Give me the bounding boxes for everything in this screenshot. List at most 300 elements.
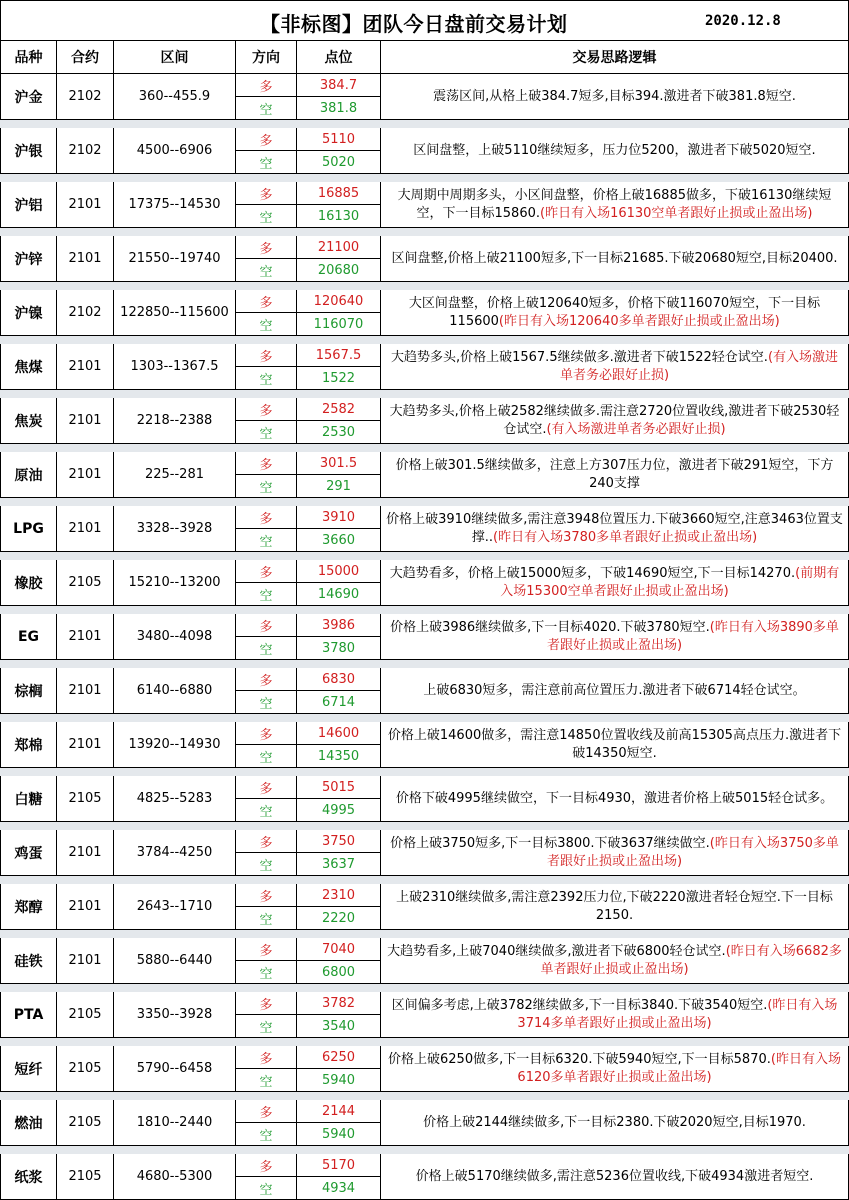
long-level: 3750 xyxy=(297,830,380,853)
direction-long: 多 xyxy=(236,290,296,313)
logic-note: (昨日有入场3714多单者跟好止损或止盈出场) xyxy=(517,997,838,1031)
short-level: 14690 xyxy=(317,587,360,602)
level-cell xyxy=(296,452,380,498)
direction-long: 多 xyxy=(236,830,296,853)
contract-cell: 2105 xyxy=(56,992,113,1038)
direction-cell xyxy=(235,1100,296,1146)
direction-cell xyxy=(235,614,296,660)
direction-cell xyxy=(235,668,296,714)
plan-date: 2020.12.8 xyxy=(705,13,781,29)
logic-cell xyxy=(380,1100,849,1146)
variety-cell: PTA xyxy=(0,992,56,1038)
logic-text: 大趋势多头,价格上破1567.5继续做多.激进者下破1522轻仓试空. xyxy=(390,349,768,365)
range-cell: 13920--14930 xyxy=(113,722,235,768)
contract-cell: 2101 xyxy=(56,236,113,282)
logic-text-wrap xyxy=(385,457,844,493)
level-cell xyxy=(296,290,380,336)
row-separator xyxy=(0,444,849,452)
long-level: 1567.5 xyxy=(297,344,380,367)
direction-long: 多 xyxy=(236,1046,296,1069)
logic-text: 大趋势看多,上破7040继续做多,激进者下破6800轻仓试空. xyxy=(387,943,726,959)
direction-short: 空 xyxy=(259,913,273,928)
contract-cell: 2101 xyxy=(56,614,113,660)
direction-cell xyxy=(235,506,296,552)
direction-cell xyxy=(235,776,296,822)
level-cell xyxy=(296,506,380,552)
direction-short: 空 xyxy=(259,751,273,766)
contract-cell: 2102 xyxy=(56,128,113,174)
direction-short: 空 xyxy=(259,1183,273,1198)
short-level: 3660 xyxy=(321,533,356,548)
logic-cell xyxy=(380,560,849,606)
row-separator xyxy=(0,336,849,344)
variety-cell: LPG xyxy=(0,506,56,552)
direction-short: 空 xyxy=(259,373,273,388)
range-cell: 15210--13200 xyxy=(113,560,235,606)
direction-short: 空 xyxy=(259,589,273,604)
variety-cell: 纸浆 xyxy=(0,1154,56,1200)
logic-cell xyxy=(380,398,849,444)
direction-short: 空 xyxy=(259,1021,273,1036)
col-header-contract: 合约 xyxy=(56,41,113,74)
logic-text: 震荡区间,从格上破384.7短多,目标394.激进者下破381.8短空. xyxy=(433,88,796,104)
contract-cell: 2105 xyxy=(56,1100,113,1146)
row-separator xyxy=(0,768,849,776)
direction-short: 空 xyxy=(259,157,273,172)
variety-cell: 焦煤 xyxy=(0,344,56,390)
direction-short: 空 xyxy=(259,535,273,550)
short-level: 116070 xyxy=(313,317,364,332)
direction-short: 空 xyxy=(259,1129,273,1144)
short-level: 3780 xyxy=(321,641,356,656)
short-level: 5020 xyxy=(321,155,356,170)
direction-cell xyxy=(235,830,296,876)
logic-note: (昨日有入场6682多单者跟好止损或止盈出场) xyxy=(540,943,842,977)
direction-long: 多 xyxy=(236,668,296,691)
logic-text: 价格上破14600做多，需注意14850位置收线及前高15305高点压力.激进者下破14350短空. xyxy=(387,727,842,761)
long-level: 3986 xyxy=(297,614,380,637)
long-level: 2310 xyxy=(297,884,380,907)
row-separator xyxy=(0,1038,849,1046)
logic-text-wrap xyxy=(385,511,844,547)
level-cell xyxy=(296,1046,380,1092)
short-level: 4934 xyxy=(321,1181,356,1196)
logic-cell xyxy=(380,1046,849,1092)
contract-cell: 2105 xyxy=(56,776,113,822)
logic-cell xyxy=(380,1154,849,1200)
logic-note: (有入场激进单者务必跟好止损) xyxy=(559,349,839,383)
logic-text: 价格上破301.5继续做多，注意上方307压力位，激进者下破291短空，下方240支撑 xyxy=(395,457,834,491)
direction-cell xyxy=(235,722,296,768)
table-row xyxy=(0,668,849,714)
logic-text: 区间盘整，上破5110继续短多，压力位5200，激进者下破5020短空. xyxy=(413,142,816,158)
logic-text-wrap xyxy=(385,835,844,871)
direction-long: 多 xyxy=(236,344,296,367)
long-level: 2582 xyxy=(297,398,380,421)
table-row xyxy=(0,614,849,660)
logic-note: (昨日有入场6120多单者跟好止损或止盈出场) xyxy=(517,1051,841,1085)
col-header-level: 点位 xyxy=(296,41,380,74)
row-separator xyxy=(0,714,849,722)
table-row xyxy=(0,344,849,390)
direction-short: 空 xyxy=(259,319,273,334)
row-separator xyxy=(0,390,849,398)
table-row xyxy=(0,128,849,174)
logic-text-wrap xyxy=(396,790,833,808)
range-cell: 6140--6880 xyxy=(113,668,235,714)
col-header-range: 区间 xyxy=(113,41,235,74)
logic-text-wrap xyxy=(385,943,844,979)
logic-text-wrap xyxy=(413,142,815,160)
direction-cell xyxy=(235,398,296,444)
logic-cell xyxy=(380,290,849,336)
logic-text: 区间偏多考虑,上破3782继续做多,下一目标3840.下破3540短空. xyxy=(391,997,768,1013)
long-level: 2144 xyxy=(297,1100,380,1123)
level-cell xyxy=(296,344,380,390)
row-separator xyxy=(0,822,849,830)
logic-cell xyxy=(380,992,849,1038)
level-cell xyxy=(296,830,380,876)
logic-note: (昨日有入场16130空单者跟好止损或止盈出场) xyxy=(540,205,813,221)
direction-cell xyxy=(235,1046,296,1092)
logic-note: (昨日有入场3890多单者跟好止损或止盈出场) xyxy=(546,619,839,653)
short-level: 2220 xyxy=(321,911,356,926)
direction-long: 多 xyxy=(236,74,296,97)
long-level: 301.5 xyxy=(297,452,380,475)
long-level: 16885 xyxy=(297,182,380,205)
direction-short: 空 xyxy=(259,697,273,712)
short-level: 6714 xyxy=(321,695,356,710)
logic-text-wrap xyxy=(423,682,805,700)
row-separator xyxy=(0,1092,849,1100)
col-header-logic: 交易思路逻辑 xyxy=(380,41,849,74)
short-level: 20680 xyxy=(317,263,360,278)
short-level: 2530 xyxy=(321,425,356,440)
variety-cell: 白糖 xyxy=(0,776,56,822)
short-level: 16130 xyxy=(317,209,360,224)
logic-text-wrap xyxy=(385,295,844,331)
direction-long: 多 xyxy=(236,1154,296,1177)
logic-text: 上破6830短多，需注意前高位置压力.激进者下破6714轻仓试空。 xyxy=(423,682,806,698)
direction-short: 空 xyxy=(259,859,273,874)
direction-cell xyxy=(235,182,296,228)
row-separator xyxy=(0,552,849,560)
logic-cell xyxy=(380,344,849,390)
variety-cell: 原油 xyxy=(0,452,56,498)
level-cell xyxy=(296,992,380,1038)
variety-cell: 沪金 xyxy=(0,74,56,120)
logic-note: (前期有入场15300空单者跟好止损或止盈出场) xyxy=(500,565,840,599)
variety-cell: 硅铁 xyxy=(0,938,56,984)
variety-cell: 沪银 xyxy=(0,128,56,174)
range-cell: 225--281 xyxy=(113,452,235,498)
row-separator xyxy=(0,606,849,614)
variety-cell: 鸡蛋 xyxy=(0,830,56,876)
contract-cell: 2105 xyxy=(56,1046,113,1092)
range-cell: 4500--6906 xyxy=(113,128,235,174)
logic-cell xyxy=(380,74,849,120)
direction-short: 空 xyxy=(259,1075,273,1090)
level-cell xyxy=(296,776,380,822)
row-separator xyxy=(0,120,849,128)
variety-cell: EG xyxy=(0,614,56,660)
long-level: 15000 xyxy=(297,560,380,583)
logic-text-wrap xyxy=(385,187,844,223)
logic-text: 价格上破5170继续做多,需注意5236位置收线,下破4934激进者短空. xyxy=(415,1168,814,1184)
level-cell xyxy=(296,236,380,282)
logic-cell xyxy=(380,452,849,498)
range-cell: 122850--115600 xyxy=(113,290,235,336)
direction-long: 多 xyxy=(236,614,296,637)
contract-cell: 2102 xyxy=(56,74,113,120)
level-cell xyxy=(296,1100,380,1146)
logic-text-wrap xyxy=(385,349,844,385)
level-cell xyxy=(296,560,380,606)
contract-cell: 2105 xyxy=(56,560,113,606)
direction-cell xyxy=(235,884,296,930)
contract-cell: 2102 xyxy=(56,290,113,336)
direction-long: 多 xyxy=(236,992,296,1015)
contract-cell: 2101 xyxy=(56,722,113,768)
variety-cell: 短纤 xyxy=(0,1046,56,1092)
range-cell: 3784--4250 xyxy=(113,830,235,876)
logic-note: (昨日有入场3750多单者跟好止损或止盈出场) xyxy=(546,835,839,869)
table-row xyxy=(0,560,849,606)
logic-text: 上破2310继续做多,需注意2392压力位,下破2220激进者轻仓短空.下一目标2150. xyxy=(396,889,833,923)
logic-cell xyxy=(380,236,849,282)
logic-text-wrap xyxy=(423,1114,806,1132)
logic-text-wrap xyxy=(385,727,844,763)
long-level: 3910 xyxy=(297,506,380,529)
level-cell xyxy=(296,1154,380,1200)
variety-cell: 棕榈 xyxy=(0,668,56,714)
variety-cell: 郑棉 xyxy=(0,722,56,768)
short-level: 5940 xyxy=(321,1073,356,1088)
contract-cell: 2101 xyxy=(56,398,113,444)
logic-text: 大周期中周期多头，小区间盘整，价格上破16885做多，下破16130继续短空，下一目标15860. xyxy=(397,187,832,221)
contract-cell: 2101 xyxy=(56,938,113,984)
range-cell: 2218--2388 xyxy=(113,398,235,444)
level-cell xyxy=(296,938,380,984)
contract-cell: 2101 xyxy=(56,452,113,498)
table-row xyxy=(0,830,849,876)
direction-cell xyxy=(235,290,296,336)
short-level: 6800 xyxy=(321,965,356,980)
logic-text: 大趋势看多，价格上破15000短多，下破14690短空,下一目标14270. xyxy=(389,565,796,581)
direction-short: 空 xyxy=(259,427,273,442)
row-separator xyxy=(0,174,849,182)
direction-cell xyxy=(235,74,296,120)
logic-text-wrap xyxy=(385,997,844,1033)
direction-short: 空 xyxy=(259,211,273,226)
logic-text: 区间盘整,价格上破21100短多,下一目标21685.下破20680短空,目标20400. xyxy=(391,250,838,266)
logic-text-wrap xyxy=(385,403,844,439)
variety-cell: 郑醇 xyxy=(0,884,56,930)
logic-text: 价格下破4995继续做空，下一目标4930，激进者价格上破5015轻仓试多。 xyxy=(395,790,834,806)
row-separator xyxy=(0,930,849,938)
logic-text-wrap xyxy=(385,889,844,925)
table-row xyxy=(0,938,849,984)
contract-cell: 2101 xyxy=(56,344,113,390)
direction-long: 多 xyxy=(236,128,296,151)
table-row xyxy=(0,182,849,228)
logic-cell xyxy=(380,722,849,768)
direction-short: 空 xyxy=(259,805,273,820)
level-cell xyxy=(296,128,380,174)
long-level: 5015 xyxy=(297,776,380,799)
direction-cell xyxy=(235,560,296,606)
long-level: 6830 xyxy=(297,668,380,691)
level-cell xyxy=(296,614,380,660)
variety-cell: 焦炭 xyxy=(0,398,56,444)
short-level: 3540 xyxy=(321,1019,356,1034)
logic-cell xyxy=(380,128,849,174)
level-cell xyxy=(296,398,380,444)
range-cell: 5790--6458 xyxy=(113,1046,235,1092)
row-separator xyxy=(0,984,849,992)
range-cell: 360--455.9 xyxy=(113,74,235,120)
logic-cell xyxy=(380,506,849,552)
direction-long: 多 xyxy=(236,938,296,961)
logic-text-wrap xyxy=(391,250,837,268)
direction-long: 多 xyxy=(236,236,296,259)
table-row xyxy=(0,506,849,552)
logic-text: 价格上破6250做多,下一目标6320.下破5940短空,下一目标5870. xyxy=(388,1051,771,1067)
level-cell xyxy=(296,722,380,768)
range-cell: 1303--1367.5 xyxy=(113,344,235,390)
row-separator xyxy=(0,1146,849,1154)
direction-cell xyxy=(235,992,296,1038)
direction-short: 空 xyxy=(259,643,273,658)
table-row xyxy=(0,722,849,768)
variety-cell: 沪镍 xyxy=(0,290,56,336)
long-level: 3782 xyxy=(297,992,380,1015)
short-level: 3637 xyxy=(321,857,356,872)
table-row xyxy=(0,1100,849,1146)
logic-text-wrap xyxy=(385,1051,844,1087)
row-separator xyxy=(0,660,849,668)
col-header-direction: 方向 xyxy=(235,41,296,74)
direction-short: 空 xyxy=(259,265,273,280)
direction-short: 空 xyxy=(259,481,273,496)
range-cell: 21550--19740 xyxy=(113,236,235,282)
contract-cell: 2101 xyxy=(56,668,113,714)
variety-cell: 沪锌 xyxy=(0,236,56,282)
short-level: 1522 xyxy=(321,371,356,386)
direction-short: 空 xyxy=(259,967,273,982)
table-row xyxy=(0,884,849,930)
table-row xyxy=(0,290,849,336)
direction-cell xyxy=(235,128,296,174)
long-level: 21100 xyxy=(297,236,380,259)
table-row xyxy=(0,1154,849,1200)
long-level: 5110 xyxy=(297,128,380,151)
range-cell: 1810--2440 xyxy=(113,1100,235,1146)
range-cell: 3480--4098 xyxy=(113,614,235,660)
variety-cell: 橡胶 xyxy=(0,560,56,606)
short-level: 14350 xyxy=(317,749,360,764)
range-cell: 17375--14530 xyxy=(113,182,235,228)
title-bar xyxy=(0,0,849,41)
direction-long: 多 xyxy=(236,1100,296,1123)
variety-cell: 燃油 xyxy=(0,1100,56,1146)
short-level: 291 xyxy=(326,479,351,494)
logic-cell xyxy=(380,938,849,984)
table-row xyxy=(0,776,849,822)
contract-cell: 2105 xyxy=(56,1154,113,1200)
logic-cell xyxy=(380,614,849,660)
range-cell: 3328--3928 xyxy=(113,506,235,552)
range-cell: 5880--6440 xyxy=(113,938,235,984)
range-cell: 2643--1710 xyxy=(113,884,235,930)
logic-text: 大趋势多头,价格上破2582继续做多.需注意2720位置收线,激进者下破2530轻仓试空. xyxy=(389,403,840,437)
direction-long: 多 xyxy=(236,776,296,799)
contract-cell: 2101 xyxy=(56,884,113,930)
row-separator xyxy=(0,876,849,884)
direction-long: 多 xyxy=(236,452,296,475)
table-row xyxy=(0,398,849,444)
logic-note: (昨日有入场120640多单者跟好止损或止盈出场) xyxy=(498,313,780,329)
table-row xyxy=(0,452,849,498)
logic-text: 价格上破2144继续做多,下一目标2380.下破2020短空,目标1970. xyxy=(423,1114,806,1130)
short-level: 5940 xyxy=(321,1127,356,1142)
row-separator xyxy=(0,498,849,506)
table-row xyxy=(0,74,849,120)
long-level: 384.7 xyxy=(297,74,380,97)
short-level: 4995 xyxy=(321,803,356,818)
short-level: 381.8 xyxy=(319,101,358,116)
row-separator xyxy=(0,228,849,236)
logic-text: 大区间盘整，价格上破120640短多，价格下破116070短空，下一目标115600 xyxy=(408,295,821,329)
table-row xyxy=(0,236,849,282)
direction-cell xyxy=(235,344,296,390)
level-cell xyxy=(296,884,380,930)
logic-text: 价格上破3910继续做多,需注意3948位置压力.下破3660短空,注意3463位置支撑.. xyxy=(386,511,843,545)
logic-text: 价格上破3750短多,下一目标3800.下破3637继续做空. xyxy=(390,835,710,851)
direction-long: 多 xyxy=(236,884,296,907)
row-separator xyxy=(0,282,849,290)
contract-cell: 2101 xyxy=(56,506,113,552)
range-cell: 3350--3928 xyxy=(113,992,235,1038)
logic-text-wrap xyxy=(385,619,844,655)
direction-cell xyxy=(235,236,296,282)
long-level: 6250 xyxy=(297,1046,380,1069)
level-cell xyxy=(296,182,380,228)
direction-cell xyxy=(235,938,296,984)
table-row xyxy=(0,1046,849,1092)
contract-cell: 2101 xyxy=(56,830,113,876)
direction-long: 多 xyxy=(236,182,296,205)
direction-long: 多 xyxy=(236,560,296,583)
long-level: 5170 xyxy=(297,1154,380,1177)
direction-cell xyxy=(235,1154,296,1200)
logic-text-wrap xyxy=(416,1168,814,1186)
long-level: 120640 xyxy=(297,290,380,313)
logic-text: 价格上破3986继续做多,下一目标4020.下破3780短空. xyxy=(390,619,710,635)
direction-long: 多 xyxy=(236,398,296,421)
direction-long: 多 xyxy=(236,722,296,745)
long-level: 14600 xyxy=(297,722,380,745)
page-title: 【非标图】团队今日盘前交易计划 xyxy=(260,12,568,36)
logic-text-wrap xyxy=(385,565,844,601)
direction-long: 多 xyxy=(236,506,296,529)
direction-cell xyxy=(235,452,296,498)
logic-cell xyxy=(380,830,849,876)
logic-note: (有入场激进单者务必跟好止损) xyxy=(546,421,726,437)
long-level: 7040 xyxy=(297,938,380,961)
logic-cell xyxy=(380,884,849,930)
direction-short: 空 xyxy=(259,103,273,118)
